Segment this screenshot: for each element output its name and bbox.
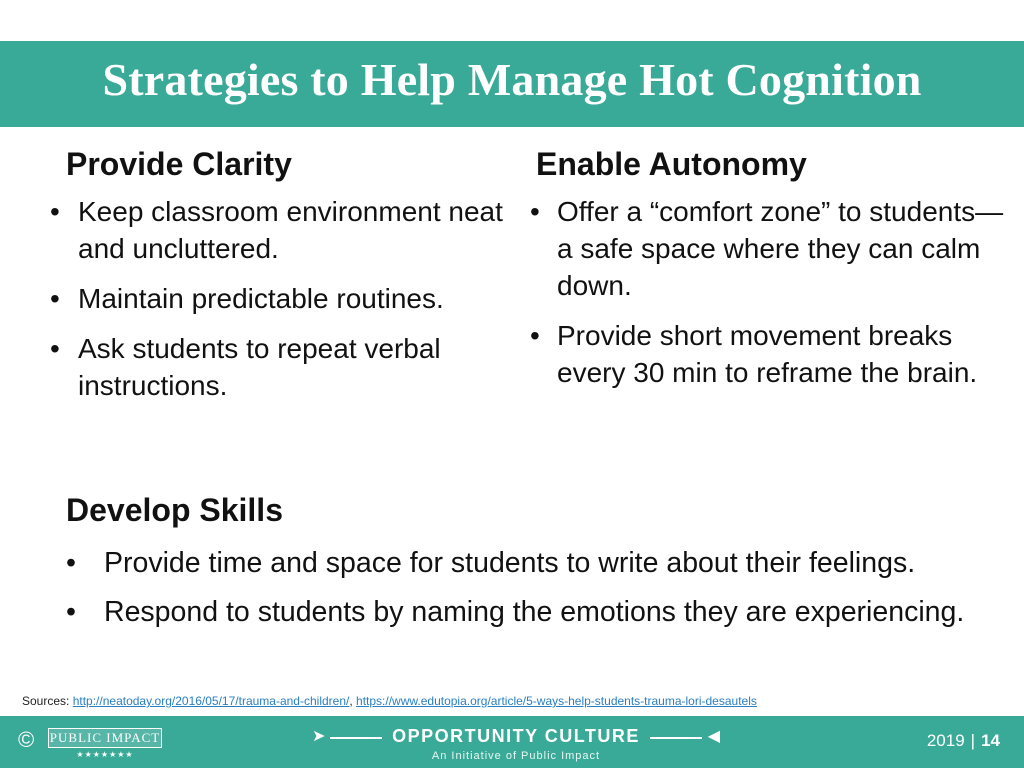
- bullet-icon: •: [50, 283, 60, 314]
- source-link-neatoday[interactable]: http://neatoday.org/2016/05/17/trauma-and-children/: [72, 694, 350, 708]
- bullet-icon: •: [66, 547, 76, 579]
- page-number-area: [927, 731, 1000, 751]
- develop-skills-heading: Develop Skills: [66, 492, 283, 528]
- arrow-head-icon: ◀: [707, 728, 720, 745]
- enable-autonomy-heading: Enable Autonomy: [536, 146, 807, 182]
- bullet-icon: •: [66, 596, 76, 628]
- list-item: • Keep classroom environment neat and uncluttered.: [50, 193, 510, 267]
- year: 2019: [926, 731, 965, 750]
- list-item: • Offer a “comfort zone” to students—a safe space where they can calm down.: [530, 193, 1010, 304]
- list-item: • Maintain predictable routines.: [50, 280, 510, 317]
- enable-autonomy-section: [530, 146, 1010, 404]
- footer-bar: [0, 716, 1024, 768]
- list-item: • Provide short movement breaks every 30 min to reframe the brain.: [530, 317, 1010, 391]
- public-impact-logo: [48, 728, 162, 758]
- list-item: • Ask students to repeat verbal instructions.: [50, 330, 510, 404]
- opportunity-culture-subtitle: An Initiative of Public Impact: [431, 750, 601, 762]
- public-impact-stars: ★★★★★★★: [76, 750, 134, 759]
- slide-title: Strategies to Help Manage Hot Cognition: [102, 54, 922, 105]
- page-number: 14: [981, 731, 1000, 750]
- title-bar: [0, 41, 1024, 127]
- enable-autonomy-list: [530, 193, 1010, 391]
- opportunity-culture-title: OPPORTUNITY CULTURE: [392, 726, 640, 746]
- divider: |: [970, 731, 976, 750]
- sources-label: Sources:: [22, 694, 70, 708]
- copyright-icon: ©: [18, 727, 35, 752]
- list-item: • Provide time and space for students to write about their feelings.: [66, 543, 1016, 584]
- sources-line: [22, 694, 757, 708]
- source-link-edutopia[interactable]: https://www.edutopia.org/article/5-ways-help-students-trauma-lori-desautels: [356, 694, 757, 708]
- provide-clarity-section: [50, 146, 510, 417]
- bullet-icon: •: [50, 196, 60, 227]
- list-item: • Respond to students by naming the emotions they are experiencing.: [66, 592, 1016, 633]
- bullet-icon: •: [50, 333, 60, 364]
- develop-skills-section: [66, 492, 1016, 641]
- bullet-icon: •: [530, 320, 540, 351]
- sources-separator: ,: [349, 694, 353, 708]
- develop-skills-list: [66, 543, 1016, 633]
- public-impact-logo-text: PUBLIC IMPACT: [48, 728, 162, 748]
- provide-clarity-list: [50, 193, 510, 404]
- arrow-tail-icon: ➤: [312, 728, 326, 745]
- bullet-icon: •: [530, 196, 540, 227]
- provide-clarity-heading: Provide Clarity: [66, 146, 292, 182]
- opportunity-culture-logo: [312, 724, 720, 764]
